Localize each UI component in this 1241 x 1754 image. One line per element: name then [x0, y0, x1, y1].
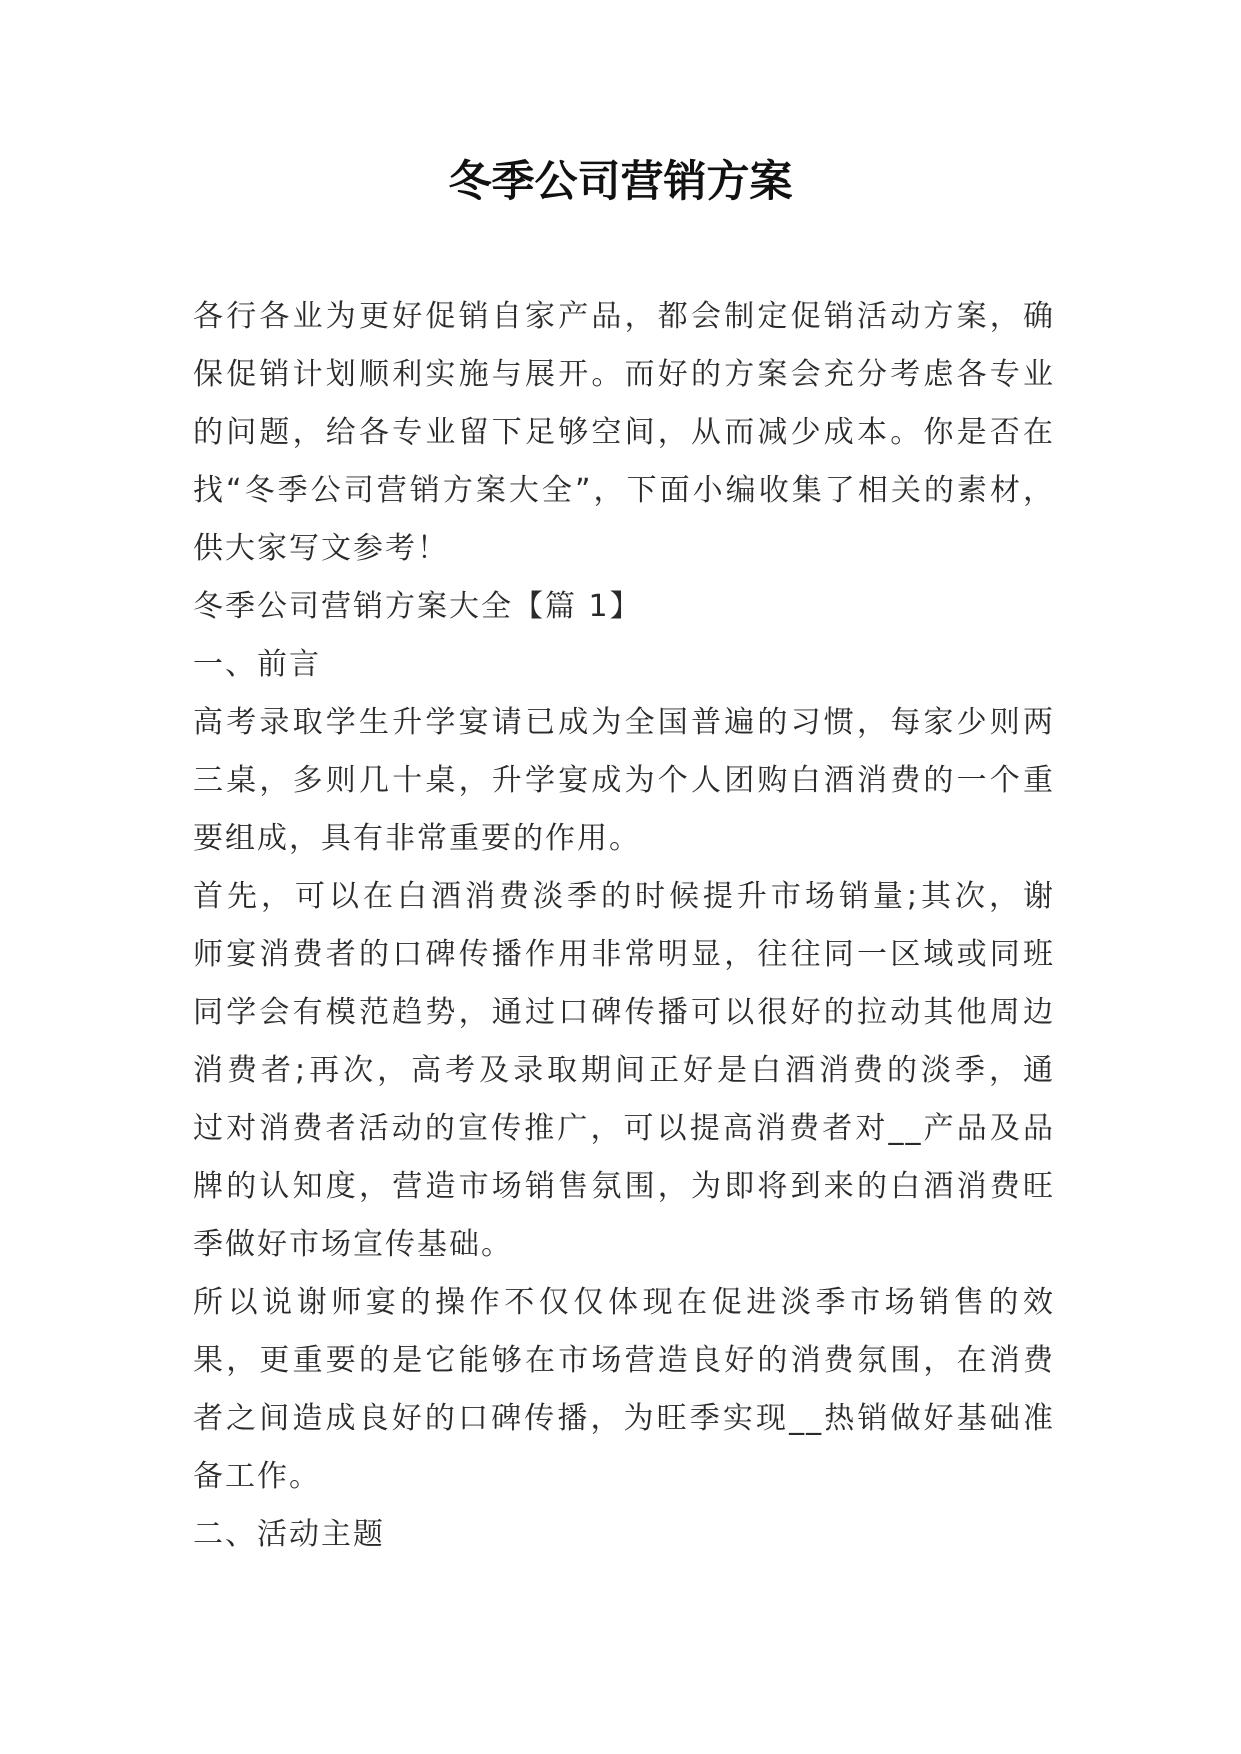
- text-line: 备工作。: [193, 1459, 321, 1494]
- text-line: 二、活动主题: [193, 1517, 385, 1552]
- text-line: 果，更重要的是它能够在市场营造良好的消费氛围，在消费: [193, 1343, 1055, 1378]
- text-line: 所以说谢师宴的操作不仅仅体现在促进淡季市场销售的效: [193, 1285, 1055, 1320]
- text-line: 过对消费者活动的宣传推广，可以提高消费者对__产品及品: [193, 1111, 1055, 1146]
- document-body: [193, 288, 1055, 1564]
- text-line: 一、前言: [193, 647, 321, 682]
- text-line: 三桌，多则几十桌，升学宴成为个人团购白酒消费的一个重: [193, 763, 1055, 798]
- text-line: 消费者;再次，高考及录取期间正好是白酒消费的淡季，通: [193, 1053, 1055, 1088]
- text-line: 供大家写文参考！: [193, 531, 449, 566]
- text-line: 首先，可以在白酒消费淡季的时候提升市场销量;其次，谢: [193, 879, 1055, 914]
- text-line: 各行各业为更好促销自家产品，都会制定促销活动方案，确: [193, 299, 1055, 334]
- text-line: 者之间造成良好的口碑传播，为旺季实现__热销做好基础准: [193, 1401, 1055, 1436]
- text-line: 冬季公司营销方案大全【篇 1】: [193, 589, 642, 624]
- text-line: 的问题，给各专业留下足够空间，从而减少成本。你是否在: [193, 415, 1055, 450]
- text-line: 找“冬季公司营销方案大全”，下面小编收集了相关的素材，: [193, 473, 1055, 508]
- text-line: 保促销计划顺利实施与展开。而好的方案会充分考虑各专业: [193, 357, 1055, 392]
- text-line: 要组成，具有非常重要的作用。: [193, 821, 641, 856]
- text-line: 牌的认知度，营造市场销售氛围，为即将到来的白酒消费旺: [193, 1169, 1055, 1204]
- text-line: 高考录取学生升学宴请已成为全国普遍的习惯，每家少则两: [193, 705, 1055, 740]
- document-title: 冬季公司营销方案: [448, 157, 793, 207]
- text-line: 季做好市场宣传基础。: [193, 1227, 513, 1262]
- text-line: 同学会有模范趋势，通过口碑传播可以很好的拉动其他周边: [193, 995, 1055, 1030]
- text-line: 师宴消费者的口碑传播作用非常明显，往往同一区域或同班: [193, 937, 1055, 972]
